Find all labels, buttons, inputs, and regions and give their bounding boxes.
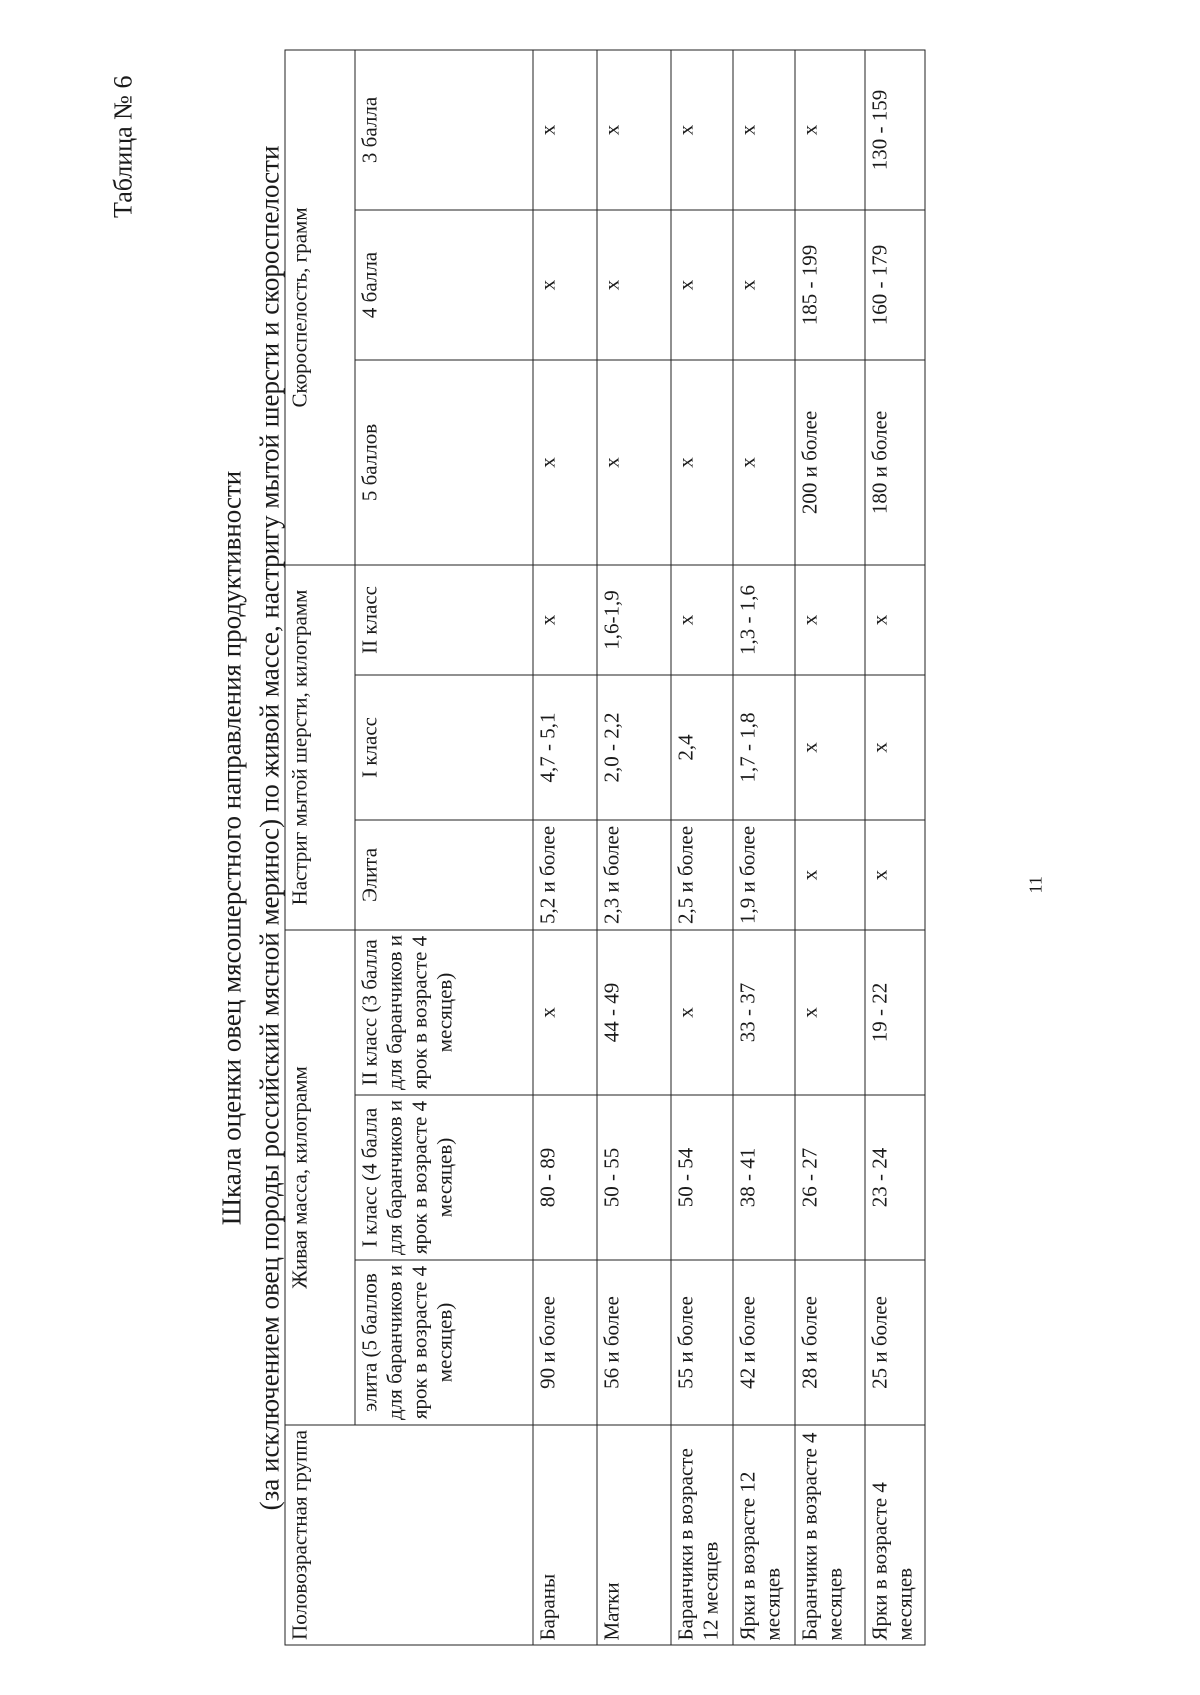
row-group-label: Баранчики в возрасте 12 месяцев [671,1425,733,1645]
row-group-label: Бараны [533,1425,597,1645]
cell-prec-3: х [597,49,671,209]
header-prec-5: 5 баллов [355,359,533,564]
cell-lw-class2: 19 - 22 [865,929,925,1094]
cell-prec-5: 200 и более [795,359,865,564]
cell-wool-class1: 1,7 - 1,8 [733,674,795,819]
header-prec-4: 4 балла [355,209,533,359]
title-line-2: (за исключением овец породы российский мясной меринос) по живой массе, настригу мытой шерсти и скороспелости [254,145,284,1510]
cell-lw-class1: 38 - 41 [733,1095,795,1260]
cell-prec-3: х [795,49,865,209]
table-number: Таблица № 6 [108,75,137,218]
page-number: 11 [1025,875,1045,893]
cell-lw-class2: 33 - 37 [733,929,795,1094]
cell-lw-class2: 44 - 49 [597,929,671,1094]
cell-wool-class2: 1,3 - 1,6 [733,564,795,674]
cell-prec-5: х [671,359,733,564]
cell-prec-4: 160 - 179 [865,209,925,359]
cell-lw-class1: 80 - 89 [533,1095,597,1260]
cell-prec-4: х [733,209,795,359]
cell-prec-3: 130 - 159 [865,49,925,209]
cell-prec-4: х [671,209,733,359]
cell-lw-elite: 42 и более [733,1260,795,1425]
rotated-page [70,50,1070,1645]
header-lw-elite: элита (5 баллов для баранчиков и ярок в возрасте 4 месяцев) [355,1260,533,1425]
table-row [597,49,671,1644]
cell-lw-elite: 28 и более [795,1260,865,1425]
cell-wool-class2: х [533,564,597,674]
cell-wool-elite: х [795,819,865,929]
cell-lw-elite: 25 и более [865,1260,925,1425]
cell-wool-elite: х [865,819,925,929]
cell-lw-class1: 26 - 27 [795,1095,865,1260]
cell-wool-class1: х [865,674,925,819]
cell-lw-class2: х [795,929,865,1094]
title-line-1: Шкала оценки овец мясошерстного направления продуктивности [216,470,246,1225]
cell-prec-3: х [671,49,733,209]
row-group-label: Матки [597,1425,671,1645]
cell-wool-elite: 1,9 и более [733,819,795,929]
cell-wool-class2: х [671,564,733,674]
header-precocity: Скороспелость, грамм [285,49,355,564]
cell-lw-class2: х [533,929,597,1094]
cell-lw-elite: 55 и более [671,1260,733,1425]
cell-prec-4: х [533,209,597,359]
row-group-label: Ярки в возрасте 12 месяцев [733,1425,795,1645]
cell-wool-elite: 5,2 и более [533,819,597,929]
cell-prec-3: х [733,49,795,209]
cell-prec-4: 185 - 199 [795,209,865,359]
header-wool-class1: I класс [355,674,533,819]
header-wool: Настриг мытой шерсти, килограмм [285,564,355,929]
cell-lw-elite: 56 и более [597,1260,671,1425]
cell-prec-4: х [597,209,671,359]
cell-wool-class1: х [795,674,865,819]
table-row [795,49,865,1644]
cell-prec-5: х [597,359,671,564]
cell-prec-5: 180 и более [865,359,925,564]
cell-lw-class2: х [671,929,733,1094]
rating-table [284,49,925,1645]
cell-prec-5: х [733,359,795,564]
cell-wool-class2: х [795,564,865,674]
table-row [733,49,795,1644]
cell-lw-elite: 90 и более [533,1260,597,1425]
cell-wool-class1: 2,0 - 2,2 [597,674,671,819]
cell-lw-class1: 50 - 55 [597,1095,671,1260]
header-group: Половозрастная группа [285,1425,533,1645]
header-lw-class2: II класс (3 балла для баранчиков и ярок в возрасте 4 месяцев) [355,929,533,1094]
table-row [865,49,925,1644]
cell-wool-elite: 2,5 и более [671,819,733,929]
cell-wool-elite: 2,3 и более [597,819,671,929]
cell-prec-5: х [533,359,597,564]
table-row [671,49,733,1644]
cell-wool-class1: 2,4 [671,674,733,819]
header-row-sub [355,49,533,1644]
cell-wool-class2: х [865,564,925,674]
cell-prec-3: х [533,49,597,209]
table-row [533,49,597,1644]
cell-wool-class1: 4,7 - 5,1 [533,674,597,819]
header-wool-class2: II класс [355,564,533,674]
header-wool-elite: Элита [355,819,533,929]
header-row-top [285,49,355,1644]
header-live-weight: Живая масса, килограмм [285,929,355,1424]
row-group-label: Ярки в возрасте 4 месяцев [865,1425,925,1645]
cell-lw-class1: 23 - 24 [865,1095,925,1260]
header-lw-class1: I класс (4 балла для баранчиков и ярок в возрасте 4 месяцев) [355,1095,533,1260]
cell-wool-class2: 1,6-1,9 [597,564,671,674]
header-prec-3: 3 балла [355,49,533,209]
row-group-label: Баранчики в возрасте 4 месяцев [795,1425,865,1645]
cell-lw-class1: 50 - 54 [671,1095,733,1260]
